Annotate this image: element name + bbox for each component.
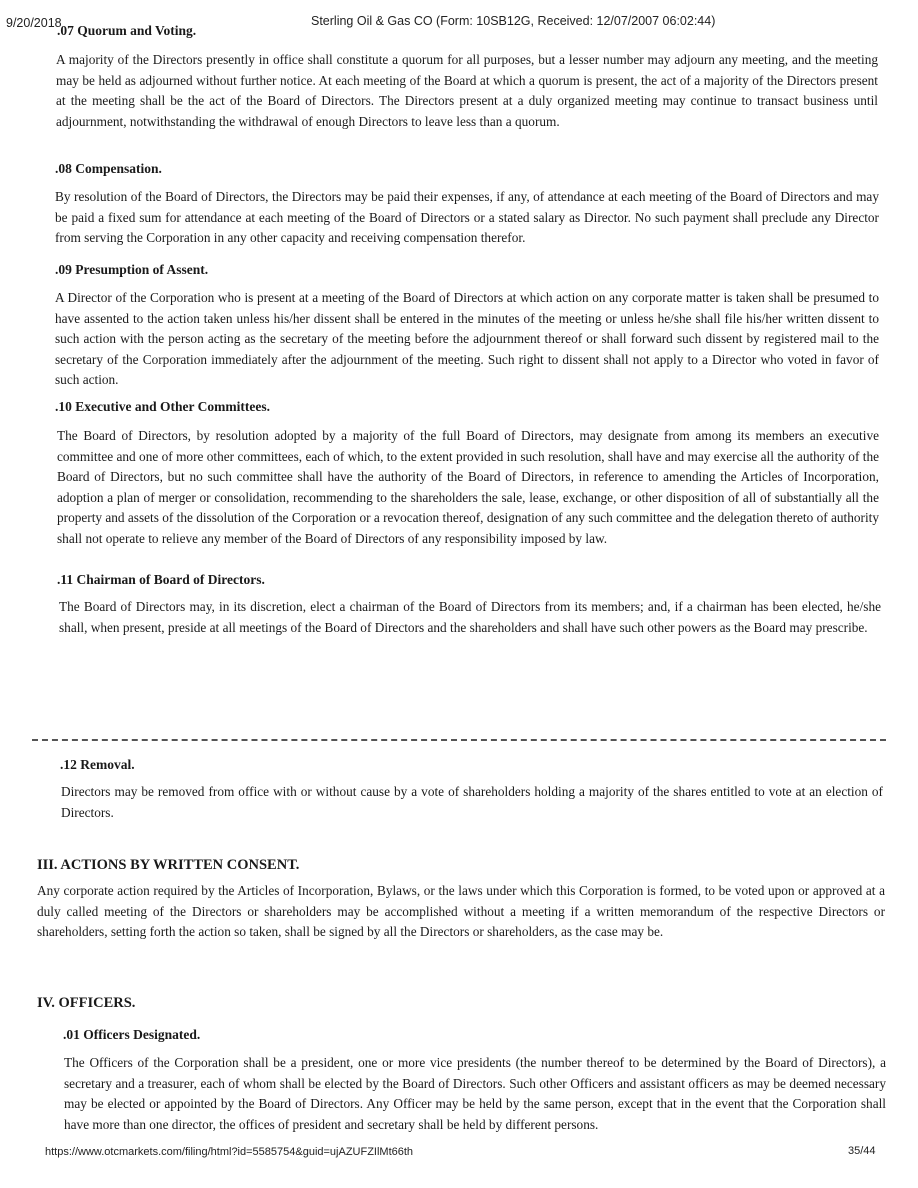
section-body-committees: The Board of Directors, by resolution adopted by a majority of the full Board of Directors, may designate from among its members an executive committee and one of more other committees, each of which, to the extent provided in such resolution, shall have and may exercise all the authority of the Board of Directors, but no such committee shall have the authority of the Board of Directors, in reference to amending the Articles of Incorporation, adoption a plan of merger or consolidation, recommending to the shareholders the sale, lease, exchange, or other disposition of all of substantially all the property and assets of the dissolution of the Corporation or a revocation thereof, designation of any such committee and the delegation thereto of authority shall not operate to relieve any member of the Board of Directors of any responsibility imposed by law. [57,428,879,546]
section-body-presumption: A Director of the Corporation who is present at a meeting of the Board of Directors at which action on any corporate matter is taken shall be presumed to have assented to the action taken unless his/her dissent shall be entered in the minutes of the meeting or unless he/she shall file his/her written dissent to such action with the person acting as the secretary of the meeting before the adjournment thereof or shall forward such dissent by registered mail to the secretary of the Corporation immediately after the adjournment of the meeting. Such right to dissent shall not apply to a Director who voted in favor of such action. [55,290,879,388]
article-heading-written-consent: III. ACTIONS BY WRITTEN CONSENT. [37,857,300,873]
section-heading-committees: .10 Executive and Other Committees. [55,399,270,414]
section-heading-officers-designated: .01 Officers Designated. [63,1027,201,1042]
section-heading-chairman: .11 Chairman of Board of Directors. [57,572,265,587]
page-break-divider [32,739,886,741]
section-body-officers-designated: The Officers of the Corporation shall be a president, one or more vice presidents (the number thereof to be determined by the Board of Directors), a secretary and a treasurer, each of whom shall be elected by the Board of Directors. Such other Officers and assistant officers as may be deemed necessary may be elected or appointed by the Board of Directors. Any Officer may be held by the same person, except that in the event that the Corporation shall have more than one director, the offices of president and secretary shall be held by different persons. [64,1055,886,1132]
footer-page-number: 35/44 [848,1145,876,1157]
section-body-quorum: A majority of the Directors presently in office shall constitute a quorum for all purposes, but a lesser number may adjourn any meeting, and the meeting may be held as adjourned without further notice. At each meeting of the Board at which a quorum is present, the act of a majority of the Directors present at the meeting shall be the act of the Board of Directors. The Directors present at a duly organized meeting may continue to transact business until adjournment, notwithstanding the withdrawal of enough Directors to leave less than a quorum. [56,52,878,129]
section-body-compensation: By resolution of the Board of Directors, the Directors may be paid their expenses, if any, of attendance at each meeting of the Board of Directors and may be paid a fixed sum for attendance at each meeting of the Board of Directors or a stated salary as Director. No such payment shall preclude any Director from serving the Corporation in any other capacity and receiving compensation therefor. [55,189,879,246]
section-body-removal: Directors may be removed from office with or without cause by a vote of shareholders holding a majority of the shares entitled to vote at an election of Directors. [61,784,883,820]
footer-url[interactable]: https://www.otcmarkets.com/filing/html?id=5585754&guid=ujAZUFZIlMt66th [45,1146,414,1158]
header-source: Sterling Oil & Gas CO (Form: 10SB12G, Received: 12/07/2007 06:02:44) [311,14,716,28]
article-heading-officers: IV. OFFICERS. [37,995,136,1011]
section-heading-quorum: .07 Quorum and Voting. [57,23,197,38]
article-body-written-consent: Any corporate action required by the Articles of Incorporation, Bylaws, or the laws under which this Corporation is formed, to be voted upon or approved at a duly called meeting of the Directors or shareholders may be accomplished without a meeting if a written memorandum of the respective Directors or shareholders, setting forth the action so taken, shall be signed by all the Directors or shareholders, as the case may be. [37,883,885,940]
header-date: 9/20/2018 [6,16,62,30]
section-heading-removal: .12 Removal. [60,757,135,772]
section-heading-compensation: .08 Compensation. [55,161,162,176]
section-heading-presumption: .09 Presumption of Assent. [55,262,209,277]
section-body-chairman: The Board of Directors may, in its discretion, elect a chairman of the Board of Directors from its members; and, if a chairman has been elected, he/she shall, when present, preside at all meetings of the Board of Directors and the shareholders and shall have such other powers as the Board may prescribe. [59,599,881,635]
